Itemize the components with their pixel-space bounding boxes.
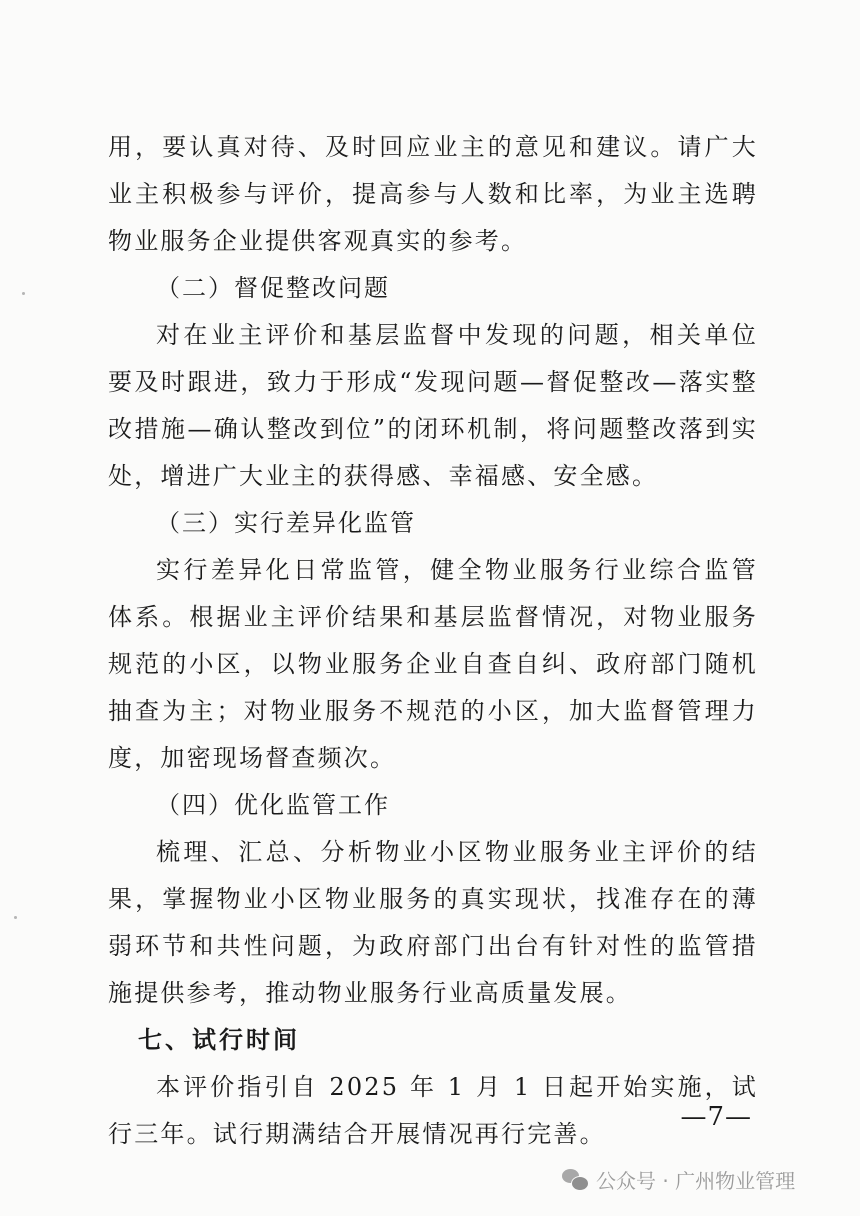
subheading-optimize-supervision: （四）优化监管工作 [156,791,390,819]
section-heading-trial-period: 七、试行时间 [138,1026,300,1054]
document-body [108,124,758,1158]
subheading-differentiated-supervision: （三）实行差异化监管 [156,509,416,537]
wechat-icon [562,1169,588,1191]
watermark [562,1165,795,1194]
page-number: —7— [680,1102,752,1132]
paragraph-optimize-supervision: 梳理、汇总、分析物业小区物业服务业主评价的结果，掌握物业小区物业服务的真实现状，找准存在的薄弱环节和共性问题，为政府部门出台有针对性的监管措施提供参考，推动物业服务行业高质量发展。 [108,838,758,1007]
watermark-text: 公众号 · 广州物业管理 [596,1169,796,1193]
paragraph-rectification: 对在业主评价和基层监督中发现的问题，相关单位要及时跟进，致力于形成“发现问题—督促整改—落实整改措施—确认整改到位”的闭环机制，将问题整改落到实处，增进广大业主的获得感、幸福感、安全感。 [108,321,758,490]
paragraph-trial-period: 本评价指引自 2025 年 1 月 1 日起开始实施，试行三年。试行期满结合开展情况再行完善。 [108,1073,758,1148]
subheading-urge-rectification: （二）督促整改问题 [156,274,390,302]
paragraph-differentiated-supervision: 实行差异化日常监管，健全物业服务行业综合监管体系。根据业主评价结果和基层监督情况，对物业服务规范的小区，以物业服务企业自查自纠、政府部门随机抽查为主；对物业服务不规范的小区，加大监督管理力度，加密现场督查频次。 [108,556,758,772]
scan-speck [22,292,25,295]
scan-speck [14,916,17,919]
paragraph-continued: 用，要认真对待、及时回应业主的意见和建议。请广大业主积极参与评价，提高参与人数和比率，为业主选聘物业服务企业提供客观真实的参考。 [108,133,758,255]
